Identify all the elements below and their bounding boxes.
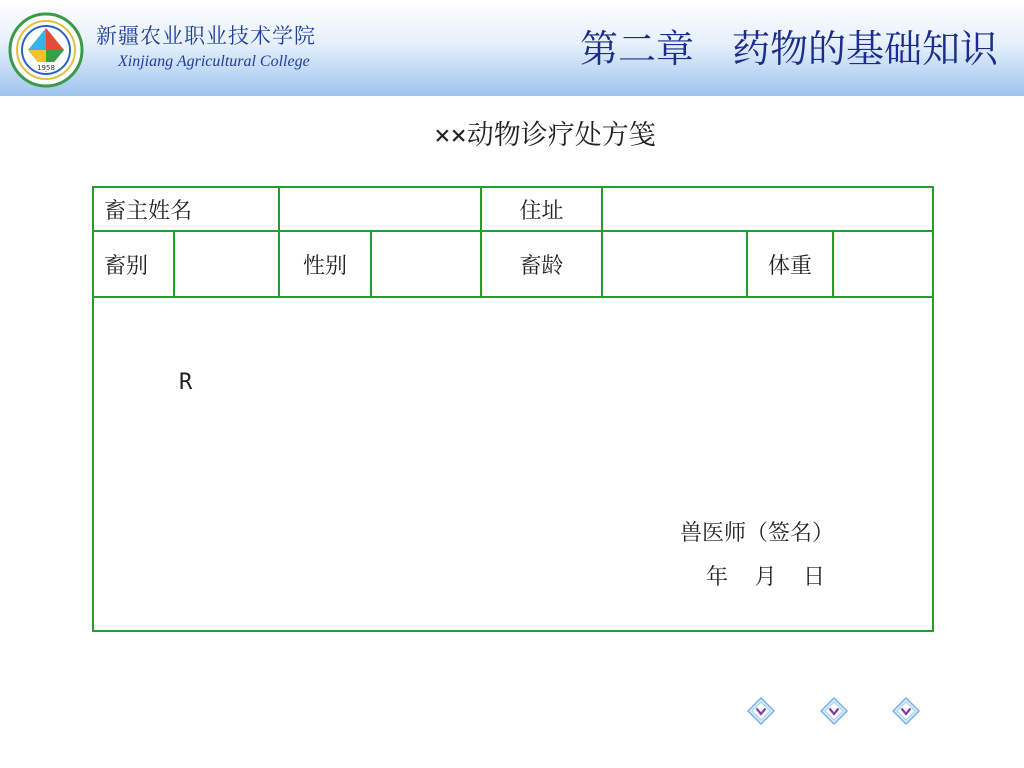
- species-label: 畜别: [93, 231, 174, 297]
- weight-label: 体重: [747, 231, 833, 297]
- form-row-animal: [93, 231, 933, 297]
- prescription-body[interactable]: [93, 297, 933, 631]
- sex-label: 性别: [279, 231, 371, 297]
- sex-field[interactable]: [371, 231, 481, 297]
- svg-text:1958: 1958: [37, 64, 55, 72]
- chapter-title: 第二章 药物的基础知识: [579, 27, 998, 71]
- owner-name-field[interactable]: [279, 187, 481, 231]
- next-slide-button[interactable]: [892, 697, 920, 725]
- age-field[interactable]: [602, 231, 747, 297]
- prescription-form: [92, 186, 934, 632]
- rx-symbol: R: [179, 370, 193, 395]
- weight-field[interactable]: [833, 231, 933, 297]
- age-label: 畜龄: [481, 231, 602, 297]
- date-line: 年 月 日: [706, 565, 825, 590]
- college-logo: [8, 10, 84, 90]
- prescription-title: ××动物诊疗处方笺: [434, 120, 656, 151]
- owner-name-label: 畜主姓名: [93, 187, 279, 231]
- college-name-en: Xinjiang Agricultural College: [118, 53, 310, 70]
- college-name-cn: 新疆农业职业技术学院: [96, 24, 316, 48]
- prev-slide-button[interactable]: [747, 697, 775, 725]
- slide-header: [0, 0, 1024, 96]
- form-row-prescription: [93, 297, 933, 631]
- form-row-owner: [93, 187, 933, 231]
- home-slide-button[interactable]: [820, 697, 848, 725]
- address-label: 住址: [481, 187, 602, 231]
- vet-signature-label: 兽医师（签名）: [680, 521, 835, 546]
- address-field[interactable]: [602, 187, 933, 231]
- species-field[interactable]: [174, 231, 279, 297]
